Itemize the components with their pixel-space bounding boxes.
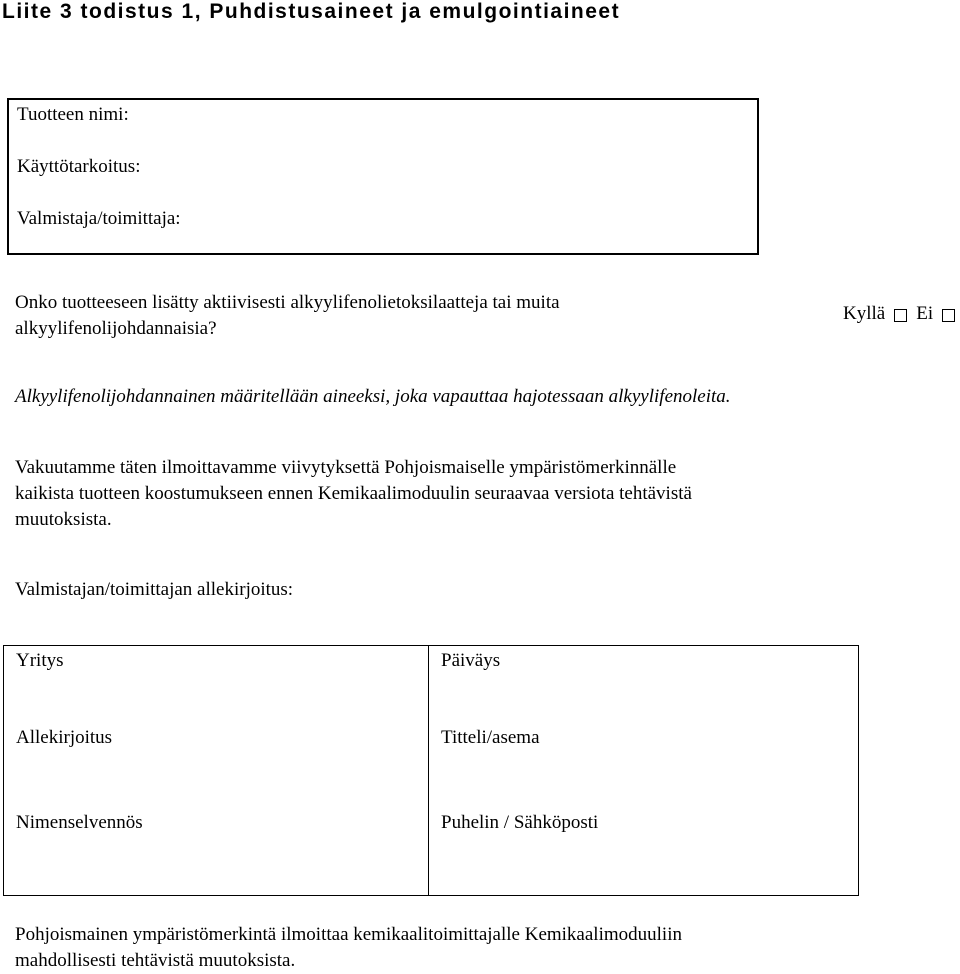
footer-line-2: mahdollisesti tehtävistä muutoksista.	[15, 950, 296, 971]
yes-no-choice	[843, 303, 955, 325]
declaration-line-1: Vakuutamme täten ilmoittavamme viivytyksettä Pohjoismaiselle ympäristömerkinnälle	[15, 457, 677, 478]
no-label: Ei	[916, 303, 934, 324]
product-name-field[interactable]: Tuotteen nimi:	[17, 104, 129, 125]
signature-label: Valmistajan/toimittajan allekirjoitus:	[15, 579, 294, 600]
yes-label: Kyllä	[843, 303, 886, 324]
date-field[interactable]: Päiväys	[441, 650, 501, 671]
title-position-field[interactable]: Titteli/asema	[441, 727, 540, 748]
yes-checkbox[interactable]	[894, 309, 907, 322]
declaration-line-3: muutoksista.	[15, 509, 112, 530]
page-title: Liite 3 todistus 1, Puhdistusaineet ja emulgointiaineet	[2, 0, 621, 23]
name-clarification-field[interactable]: Nimenselvennös	[16, 812, 143, 833]
signature-table	[3, 645, 859, 896]
question-line-1: Onko tuotteeseen lisätty aktiivisesti alkyylifenolietoksilaatteja tai muita	[15, 292, 560, 313]
manufacturer-field[interactable]: Valmistaja/toimittaja:	[17, 208, 181, 229]
product-info-box	[7, 98, 759, 255]
phone-email-field[interactable]: Puhelin / Sähköposti	[441, 812, 599, 833]
declaration-text	[15, 455, 845, 533]
question-line-2: alkyylifenolijohdannaisia?	[15, 318, 217, 339]
company-field[interactable]: Yritys	[16, 650, 64, 671]
alkylphenol-question	[15, 290, 560, 342]
signature-field[interactable]: Allekirjoitus	[16, 727, 113, 748]
definition-text: Alkyylifenolijohdannainen määritellään aineeksi, joka vapauttaa hajotessaan alkyylifenoleita.	[15, 386, 731, 407]
no-checkbox[interactable]	[942, 309, 955, 322]
declaration-line-2: kaikista tuotteen koostumukseen ennen Kemikaalimoduulin seuraavaa versiota tehtävistä	[15, 483, 692, 504]
purpose-field[interactable]: Käyttötarkoitus:	[17, 156, 141, 177]
footer-line-1: Pohjoismainen ympäristömerkintä ilmoittaa kemikaalitoimittajalle Kemikaalimoduuliin	[15, 924, 682, 945]
table-divider	[428, 646, 429, 895]
footer-note	[15, 922, 682, 974]
